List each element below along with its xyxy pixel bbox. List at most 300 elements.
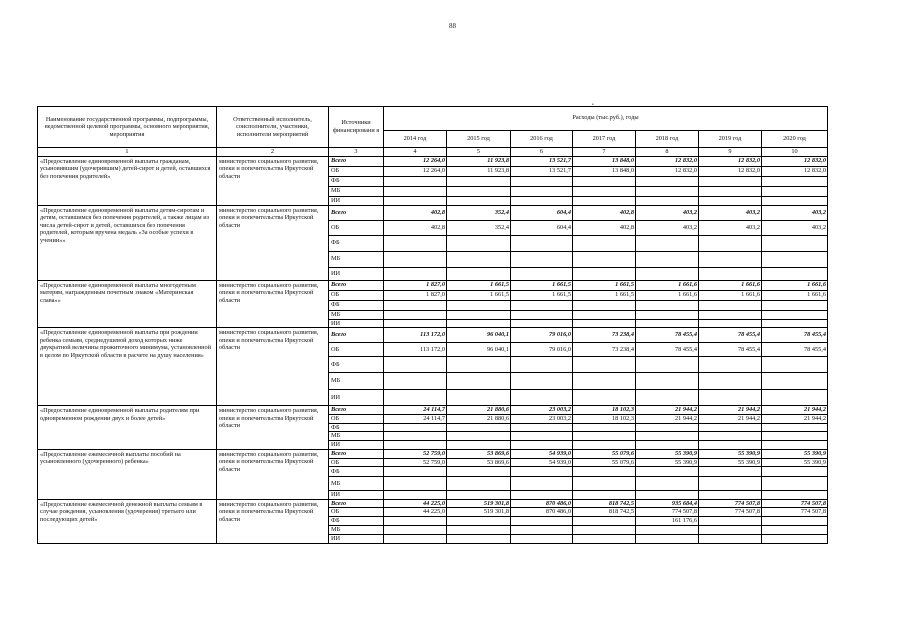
expense-value bbox=[447, 235, 511, 251]
expense-value bbox=[636, 176, 699, 186]
expense-value bbox=[699, 525, 762, 534]
header-sources: Источники финансировани я bbox=[329, 107, 384, 148]
expense-value bbox=[573, 251, 636, 267]
expense-value: 1 661,5 bbox=[511, 290, 573, 300]
scan-dot: • bbox=[592, 103, 594, 108]
expense-value bbox=[762, 267, 828, 280]
expense-value bbox=[511, 300, 573, 310]
expense-value: 55 390,9 bbox=[762, 458, 828, 467]
expense-value: 774 507,8 bbox=[699, 508, 762, 517]
expense-value bbox=[699, 186, 762, 196]
expense-value: 79 016,0 bbox=[511, 343, 573, 357]
expense-value bbox=[384, 300, 447, 310]
expense-value bbox=[447, 300, 511, 310]
funding-source: ФБ bbox=[329, 300, 384, 310]
expense-value: 21 944,2 bbox=[762, 415, 828, 424]
expense-value bbox=[511, 319, 573, 328]
expense-value bbox=[699, 300, 762, 310]
expense-value: 78 455,4 bbox=[699, 343, 762, 357]
funding-source: МБ bbox=[329, 432, 384, 441]
expense-value bbox=[699, 373, 762, 390]
expense-value: 519 301,8 bbox=[447, 499, 511, 508]
expense-value: 870 486,0 bbox=[511, 499, 573, 508]
expense-value bbox=[384, 440, 447, 449]
funding-source: ОБ bbox=[329, 166, 384, 176]
program-name: «Предоставление единовременной выплаты гражданам, усыновившим (удочерившим) детей-сирот и детей, оставшихся без попечения родителей» bbox=[38, 156, 217, 205]
expense-value: 78 455,4 bbox=[762, 343, 828, 357]
expense-value bbox=[384, 477, 447, 491]
expense-value bbox=[384, 467, 447, 477]
funding-source: ФБ bbox=[329, 357, 384, 373]
header-program: Наименование государственной программы, подпрограммы, ведомственной целевой программы, основного мероприятия, мероприятия bbox=[38, 107, 217, 148]
expense-value bbox=[636, 390, 699, 406]
expense-value bbox=[636, 267, 699, 280]
table-body bbox=[38, 156, 828, 543]
expense-value bbox=[699, 267, 762, 280]
expense-value: 78 455,4 bbox=[699, 328, 762, 343]
expense-value: 604,4 bbox=[511, 205, 573, 220]
executor-name: министерство социального развития, опеки и попечительства Иркутской области bbox=[217, 280, 329, 328]
executor-name: министерство социального развития, опеки и попечительства Иркутской области bbox=[217, 328, 329, 406]
budget-table bbox=[37, 106, 828, 544]
funding-source: МБ bbox=[329, 373, 384, 390]
column-number: 7 bbox=[573, 148, 636, 157]
expense-value: 12 832,0 bbox=[699, 166, 762, 176]
expense-value: 12 832,0 bbox=[699, 156, 762, 166]
expense-value: 402,8 bbox=[384, 220, 447, 235]
expense-value: 774 507,8 bbox=[699, 499, 762, 508]
table-row bbox=[38, 449, 828, 458]
expense-value: 55 079,6 bbox=[573, 458, 636, 467]
expense-value bbox=[384, 534, 447, 543]
expense-value: 519 301,8 bbox=[447, 508, 511, 517]
program-name: «Предоставление единовременной выплаты при рождении ребенка семьям, среднедушевой доход которых ниже двукратной величины прожиточного минимума, установленной в целом по Иркутской области в расчете на душу населения» bbox=[38, 328, 217, 406]
expense-value bbox=[384, 319, 447, 328]
expense-value: 13 848,0 bbox=[573, 166, 636, 176]
expense-value bbox=[447, 534, 511, 543]
column-number: 6 bbox=[511, 148, 573, 157]
expense-value bbox=[699, 534, 762, 543]
expense-value: 818 742,5 bbox=[573, 508, 636, 517]
column-number: 10 bbox=[762, 148, 828, 157]
expense-value bbox=[447, 176, 511, 186]
funding-source: Всего bbox=[329, 449, 384, 458]
executor-name: министерство социального развития, опеки и попечительства Иркутской области bbox=[217, 205, 329, 280]
expense-value: 55 390,9 bbox=[636, 449, 699, 458]
header-year: 2016 год bbox=[511, 130, 573, 147]
expense-value bbox=[699, 390, 762, 406]
expense-value bbox=[762, 196, 828, 205]
expense-value: 774 507,8 bbox=[636, 508, 699, 517]
header-year: 2014 год bbox=[384, 130, 447, 147]
expense-value bbox=[762, 423, 828, 432]
expense-value: 13 521,7 bbox=[511, 166, 573, 176]
expense-value: 44 225,0 bbox=[384, 499, 447, 508]
expense-value bbox=[511, 525, 573, 534]
expense-value: 53 869,6 bbox=[447, 449, 511, 458]
expense-value bbox=[762, 300, 828, 310]
expense-value bbox=[384, 357, 447, 373]
expense-value bbox=[511, 516, 573, 525]
funding-source: Всего bbox=[329, 499, 384, 508]
table-row bbox=[38, 156, 828, 166]
expense-value bbox=[511, 357, 573, 373]
expense-value bbox=[699, 477, 762, 491]
expense-value: 55 079,6 bbox=[573, 449, 636, 458]
expense-value: 774 507,8 bbox=[762, 499, 828, 508]
expense-value: 161 176,6 bbox=[636, 516, 699, 525]
expense-value bbox=[636, 440, 699, 449]
expense-value: 24 114,7 bbox=[384, 406, 447, 415]
expense-value bbox=[384, 373, 447, 390]
column-number: 1 bbox=[38, 148, 217, 157]
expense-value: 73 238,4 bbox=[573, 343, 636, 357]
expense-value bbox=[636, 310, 699, 319]
expense-value: 21 944,2 bbox=[699, 415, 762, 424]
funding-source: ИИ bbox=[329, 491, 384, 500]
expense-value bbox=[762, 491, 828, 500]
expense-value bbox=[511, 310, 573, 319]
column-number: 2 bbox=[217, 148, 329, 157]
header-year: 2018 год bbox=[636, 130, 699, 147]
expense-value bbox=[573, 267, 636, 280]
expense-value bbox=[447, 440, 511, 449]
funding-source: ФБ bbox=[329, 467, 384, 477]
expense-value bbox=[511, 534, 573, 543]
column-number: 9 bbox=[699, 148, 762, 157]
expense-value: 12 832,0 bbox=[636, 156, 699, 166]
expense-value bbox=[762, 251, 828, 267]
column-number: 8 bbox=[636, 148, 699, 157]
expense-value bbox=[384, 196, 447, 205]
expense-value bbox=[762, 525, 828, 534]
expense-value bbox=[447, 319, 511, 328]
expense-value bbox=[762, 432, 828, 441]
expense-value bbox=[511, 477, 573, 491]
expense-value: 1 661,5 bbox=[573, 280, 636, 290]
expense-value: 403,2 bbox=[762, 205, 828, 220]
funding-source: ОБ bbox=[329, 458, 384, 467]
expense-value bbox=[636, 186, 699, 196]
expense-value bbox=[447, 186, 511, 196]
page-number: 88 bbox=[449, 22, 456, 30]
expense-value bbox=[573, 196, 636, 205]
expense-value: 23 003,2 bbox=[511, 406, 573, 415]
expense-value: 96 040,1 bbox=[447, 328, 511, 343]
expense-value bbox=[762, 186, 828, 196]
expense-value: 55 390,9 bbox=[699, 458, 762, 467]
expense-value: 1 661,6 bbox=[699, 280, 762, 290]
expense-value: 24 114,7 bbox=[384, 415, 447, 424]
funding-source: ИИ bbox=[329, 319, 384, 328]
expense-value: 44 225,0 bbox=[384, 508, 447, 517]
expense-value: 54 939,0 bbox=[511, 449, 573, 458]
expense-value bbox=[573, 373, 636, 390]
expense-value bbox=[636, 251, 699, 267]
expense-value: 21 880,6 bbox=[447, 415, 511, 424]
funding-source: ИИ bbox=[329, 267, 384, 280]
expense-value bbox=[762, 319, 828, 328]
expense-value bbox=[573, 477, 636, 491]
expense-value bbox=[699, 176, 762, 186]
expense-value bbox=[573, 319, 636, 328]
funding-source: Всего bbox=[329, 156, 384, 166]
expense-value: 21 944,2 bbox=[699, 406, 762, 415]
expense-value bbox=[636, 300, 699, 310]
expense-value bbox=[573, 491, 636, 500]
expense-value: 55 390,9 bbox=[636, 458, 699, 467]
header-year: 2019 год bbox=[699, 130, 762, 147]
expense-value: 402,8 bbox=[384, 205, 447, 220]
expense-value bbox=[699, 440, 762, 449]
program-name: «Предоставление ежемесячной выплаты пособий на усыновленного (удочеренного) ребенка» bbox=[38, 449, 217, 499]
expense-value: 774 507,8 bbox=[762, 508, 828, 517]
expense-value bbox=[511, 491, 573, 500]
expense-value bbox=[573, 235, 636, 251]
funding-source: Всего bbox=[329, 328, 384, 343]
expense-value: 935 684,4 bbox=[636, 499, 699, 508]
expense-value: 12 832,0 bbox=[762, 156, 828, 166]
expense-value: 403,2 bbox=[762, 220, 828, 235]
funding-source: ФБ bbox=[329, 176, 384, 186]
expense-value bbox=[573, 516, 636, 525]
expense-value bbox=[511, 196, 573, 205]
expense-value bbox=[511, 176, 573, 186]
table-row bbox=[38, 406, 828, 415]
header-year: 2020 год bbox=[762, 130, 828, 147]
expense-value bbox=[447, 373, 511, 390]
expense-value bbox=[511, 373, 573, 390]
expense-value: 12 264,0 bbox=[384, 156, 447, 166]
expense-value bbox=[573, 357, 636, 373]
expense-value: 1 661,6 bbox=[762, 280, 828, 290]
expense-value bbox=[762, 440, 828, 449]
expense-value bbox=[699, 516, 762, 525]
expense-value bbox=[384, 423, 447, 432]
expense-value bbox=[384, 186, 447, 196]
expense-value bbox=[636, 467, 699, 477]
expense-value bbox=[447, 477, 511, 491]
funding-source: ОБ bbox=[329, 415, 384, 424]
expense-value bbox=[636, 235, 699, 251]
table-row bbox=[38, 280, 828, 290]
expense-value bbox=[573, 176, 636, 186]
expense-value: 604,4 bbox=[511, 220, 573, 235]
header-year: 2017 год bbox=[573, 130, 636, 147]
expense-value: 12 832,0 bbox=[762, 166, 828, 176]
expense-value: 96 040,1 bbox=[447, 343, 511, 357]
expense-value bbox=[636, 477, 699, 491]
expense-value: 1 661,5 bbox=[447, 290, 511, 300]
expense-value bbox=[511, 186, 573, 196]
expense-value: 12 264,0 bbox=[384, 166, 447, 176]
funding-source: ИИ bbox=[329, 196, 384, 205]
expense-value bbox=[699, 196, 762, 205]
expense-value bbox=[447, 491, 511, 500]
funding-source: МБ bbox=[329, 477, 384, 491]
expense-value bbox=[636, 534, 699, 543]
expense-value bbox=[384, 390, 447, 406]
expense-value bbox=[762, 477, 828, 491]
expense-value bbox=[511, 432, 573, 441]
expense-value: 55 390,9 bbox=[699, 449, 762, 458]
expense-value bbox=[573, 467, 636, 477]
expense-value: 1 661,5 bbox=[573, 290, 636, 300]
expense-value bbox=[573, 390, 636, 406]
expense-value: 1 827,0 bbox=[384, 290, 447, 300]
expense-value: 23 003,2 bbox=[511, 415, 573, 424]
expense-value: 1 661,6 bbox=[762, 290, 828, 300]
funding-source: ОБ bbox=[329, 220, 384, 235]
expense-value bbox=[573, 432, 636, 441]
expense-value bbox=[511, 423, 573, 432]
expense-value bbox=[762, 310, 828, 319]
executor-name: министерство социального развития, опеки и попечительства Иркутской области bbox=[217, 156, 329, 205]
expense-value bbox=[511, 235, 573, 251]
expense-value: 1 661,6 bbox=[636, 290, 699, 300]
expense-value bbox=[699, 310, 762, 319]
expense-value bbox=[447, 357, 511, 373]
funding-source: ФБ bbox=[329, 423, 384, 432]
expense-value bbox=[699, 251, 762, 267]
table-row bbox=[38, 499, 828, 508]
expense-value: 78 455,4 bbox=[762, 328, 828, 343]
expense-value: 352,4 bbox=[447, 220, 511, 235]
expense-value: 55 390,9 bbox=[762, 449, 828, 458]
table-row bbox=[38, 205, 828, 220]
header-year: 2015 год bbox=[447, 130, 511, 147]
expense-value: 13 848,0 bbox=[573, 156, 636, 166]
expense-value bbox=[511, 390, 573, 406]
expense-value: 1 827,0 bbox=[384, 280, 447, 290]
program-name: «Предоставление единовременной выплаты родителям при одновременном рождении двух и более детей» bbox=[38, 406, 217, 449]
funding-source: МБ bbox=[329, 525, 384, 534]
expense-value bbox=[762, 373, 828, 390]
expense-value bbox=[447, 267, 511, 280]
expense-value bbox=[636, 357, 699, 373]
expense-value: 403,2 bbox=[636, 220, 699, 235]
expense-value bbox=[447, 467, 511, 477]
expense-value bbox=[573, 525, 636, 534]
expense-value: 78 455,4 bbox=[636, 328, 699, 343]
expense-value: 403,2 bbox=[699, 205, 762, 220]
expense-value bbox=[573, 186, 636, 196]
expense-value bbox=[699, 357, 762, 373]
expense-value: 53 869,6 bbox=[447, 458, 511, 467]
funding-source: ОБ bbox=[329, 343, 384, 357]
expense-value: 13 521,7 bbox=[511, 156, 573, 166]
expense-value bbox=[636, 196, 699, 205]
expense-value: 1 661,5 bbox=[447, 280, 511, 290]
expense-value bbox=[384, 516, 447, 525]
expense-value: 52 759,0 bbox=[384, 458, 447, 467]
funding-source: ОБ bbox=[329, 290, 384, 300]
expense-value bbox=[636, 423, 699, 432]
expense-value bbox=[762, 235, 828, 251]
program-name: «Предоставление ежемесячной денежной выплаты семьям в случае рождения, усыновления (удочерения) третьего или последующих детей» bbox=[38, 499, 217, 543]
expense-value bbox=[511, 267, 573, 280]
expense-value bbox=[447, 432, 511, 441]
expense-value bbox=[636, 319, 699, 328]
expense-value: 11 923,8 bbox=[447, 156, 511, 166]
expense-value bbox=[573, 440, 636, 449]
expense-value bbox=[762, 534, 828, 543]
expense-value bbox=[636, 373, 699, 390]
expense-value bbox=[384, 491, 447, 500]
expense-value bbox=[573, 300, 636, 310]
funding-source: Всего bbox=[329, 280, 384, 290]
funding-source: ФБ bbox=[329, 516, 384, 525]
expense-value bbox=[699, 467, 762, 477]
program-name: «Предоставление единовременной выплаты многодетным матерям, награжденным почетным знаком «Материнская слава»» bbox=[38, 280, 217, 328]
expense-value: 403,2 bbox=[699, 220, 762, 235]
expense-value bbox=[762, 467, 828, 477]
expense-value bbox=[511, 440, 573, 449]
expense-value: 54 939,0 bbox=[511, 458, 573, 467]
program-name: «Предоставление единовременной выплаты детям-сиротам и детям, оставшимся без попечения родителей, а также лицам из числа детей-сирот и детей, оставшихся без попечения родителей, которым вручена медаль «За особые успехи в учении»» bbox=[38, 205, 217, 280]
expense-value: 402,8 bbox=[573, 220, 636, 235]
column-number: 3 bbox=[329, 148, 384, 157]
expense-value bbox=[447, 525, 511, 534]
table-row bbox=[38, 328, 828, 343]
funding-source: ИИ bbox=[329, 390, 384, 406]
expense-value: 113 172,0 bbox=[384, 343, 447, 357]
expense-value: 818 742,5 bbox=[573, 499, 636, 508]
expense-value: 403,2 bbox=[636, 205, 699, 220]
expense-value bbox=[699, 235, 762, 251]
expense-value bbox=[573, 423, 636, 432]
expense-value: 113 172,0 bbox=[384, 328, 447, 343]
funding-source: ОБ bbox=[329, 508, 384, 517]
expense-value: 352,4 bbox=[447, 205, 511, 220]
funding-source: МБ bbox=[329, 251, 384, 267]
executor-name: министерство социального развития, опеки и попечительства Иркутской области bbox=[217, 499, 329, 543]
expense-value bbox=[384, 235, 447, 251]
expense-value: 21 880,6 bbox=[447, 406, 511, 415]
expense-value bbox=[384, 310, 447, 319]
expense-value: 73 238,4 bbox=[573, 328, 636, 343]
expense-value: 1 661,5 bbox=[511, 280, 573, 290]
expense-value: 78 455,4 bbox=[636, 343, 699, 357]
expense-value: 402,8 bbox=[573, 205, 636, 220]
expense-value: 1 661,6 bbox=[699, 290, 762, 300]
expense-value bbox=[447, 423, 511, 432]
expense-value bbox=[447, 516, 511, 525]
expense-value: 21 944,2 bbox=[636, 415, 699, 424]
expense-value: 21 944,2 bbox=[636, 406, 699, 415]
funding-source: МБ bbox=[329, 186, 384, 196]
expense-value bbox=[447, 251, 511, 267]
expense-value bbox=[511, 467, 573, 477]
funding-source: ИИ bbox=[329, 534, 384, 543]
funding-source: Всего bbox=[329, 406, 384, 415]
expense-value bbox=[447, 310, 511, 319]
funding-source: Всего bbox=[329, 205, 384, 220]
expense-value: 18 102,3 bbox=[573, 415, 636, 424]
expense-value bbox=[762, 390, 828, 406]
expense-value bbox=[511, 251, 573, 267]
expense-value: 870 486,0 bbox=[511, 508, 573, 517]
expense-value bbox=[762, 176, 828, 186]
expense-value bbox=[699, 319, 762, 328]
executor-name: министерство социального развития, опеки и попечительства Иркутской области bbox=[217, 406, 329, 449]
expense-value bbox=[447, 196, 511, 205]
expense-value: 52 759,0 bbox=[384, 449, 447, 458]
funding-source: ИИ bbox=[329, 440, 384, 449]
expense-value bbox=[636, 525, 699, 534]
expense-value bbox=[384, 251, 447, 267]
expense-value bbox=[762, 516, 828, 525]
